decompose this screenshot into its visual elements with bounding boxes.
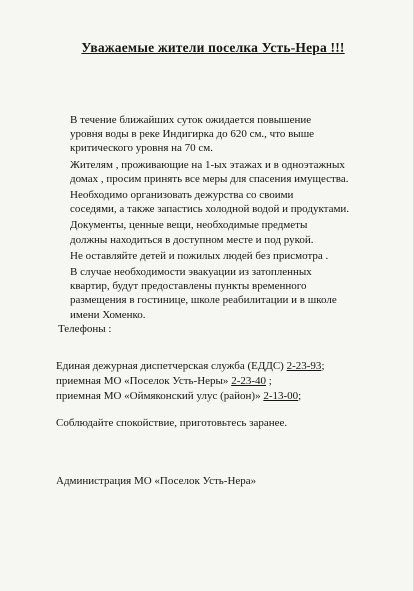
signature: Администрация МО «Поселок Усть-Нера»: [56, 475, 257, 487]
text-line: Жителям , проживающие на 1-ых этажах и в одноэтажных: [70, 158, 345, 171]
phone-label: приемная МО «Оймяконский улус (район)»: [56, 390, 264, 402]
text-line: В течение ближайших суток ожидается повышение: [70, 114, 312, 126]
text-line: квартир, будут предоставлены пункты временного: [70, 280, 307, 293]
text-line: Не оставляйте детей и пожилых людей без присмотра .: [70, 249, 329, 262]
phone-label: Единая дежурная диспетчерская служба (ЕДДС): [56, 360, 287, 372]
phone-list: [56, 359, 376, 404]
phone-suffix: ;: [298, 390, 302, 402]
text-line: должны находиться в доступном месте и под рукой.: [70, 233, 314, 246]
text-line: домах , просим принять все меры для спасения имущества.: [70, 172, 349, 185]
phones-heading: Телефоны :: [58, 323, 112, 335]
phone-suffix: ;: [266, 375, 272, 387]
text-line: уровня воды в реке Индигирка до 620 см., что выше: [70, 128, 315, 141]
phone-row-mo-district: [56, 389, 376, 404]
paragraph-evacuation: [58, 265, 358, 322]
paragraph-flood-forecast: [58, 113, 358, 156]
text-line: критического уровня на 70 см.: [70, 142, 214, 155]
calm-note: Соблюдайте спокойствие, приготовьтесь заранее.: [56, 417, 288, 429]
text-line: Документы, ценные вещи, необходимые предметы: [70, 219, 308, 232]
phone-number: 2-23-40: [231, 375, 267, 387]
text-line: Необходимо организовать дежурства со своими: [70, 189, 294, 202]
paragraph-ground-floor-residents: [58, 158, 358, 186]
text-line: В случае необходимости эвакуации из затопленных: [70, 266, 312, 279]
paragraph-documents: [58, 218, 358, 246]
paragraph-children-elderly: [58, 249, 358, 263]
phone-number: 2-13-00: [263, 390, 299, 402]
paragraph-duty-and-supplies: [58, 188, 358, 216]
text-line: соседями, а также запастись холодной водой и продуктами.: [70, 203, 350, 216]
text-line: имени Хоменко.: [70, 308, 146, 321]
notice-title: Уважаемые жители поселка Усть-Нера !!!: [81, 40, 345, 55]
phone-suffix: ;: [321, 360, 325, 372]
notice-body: [58, 113, 358, 324]
phone-number: 2-23-93: [286, 360, 322, 372]
phone-row-edds: [56, 359, 376, 374]
phone-label: приемная МО «Поселок Усть-Неры»: [56, 375, 232, 387]
phone-row-mo-settlement: [56, 374, 376, 389]
text-line: размещения в гостинице, школе реабилитации и в школе: [70, 294, 337, 307]
